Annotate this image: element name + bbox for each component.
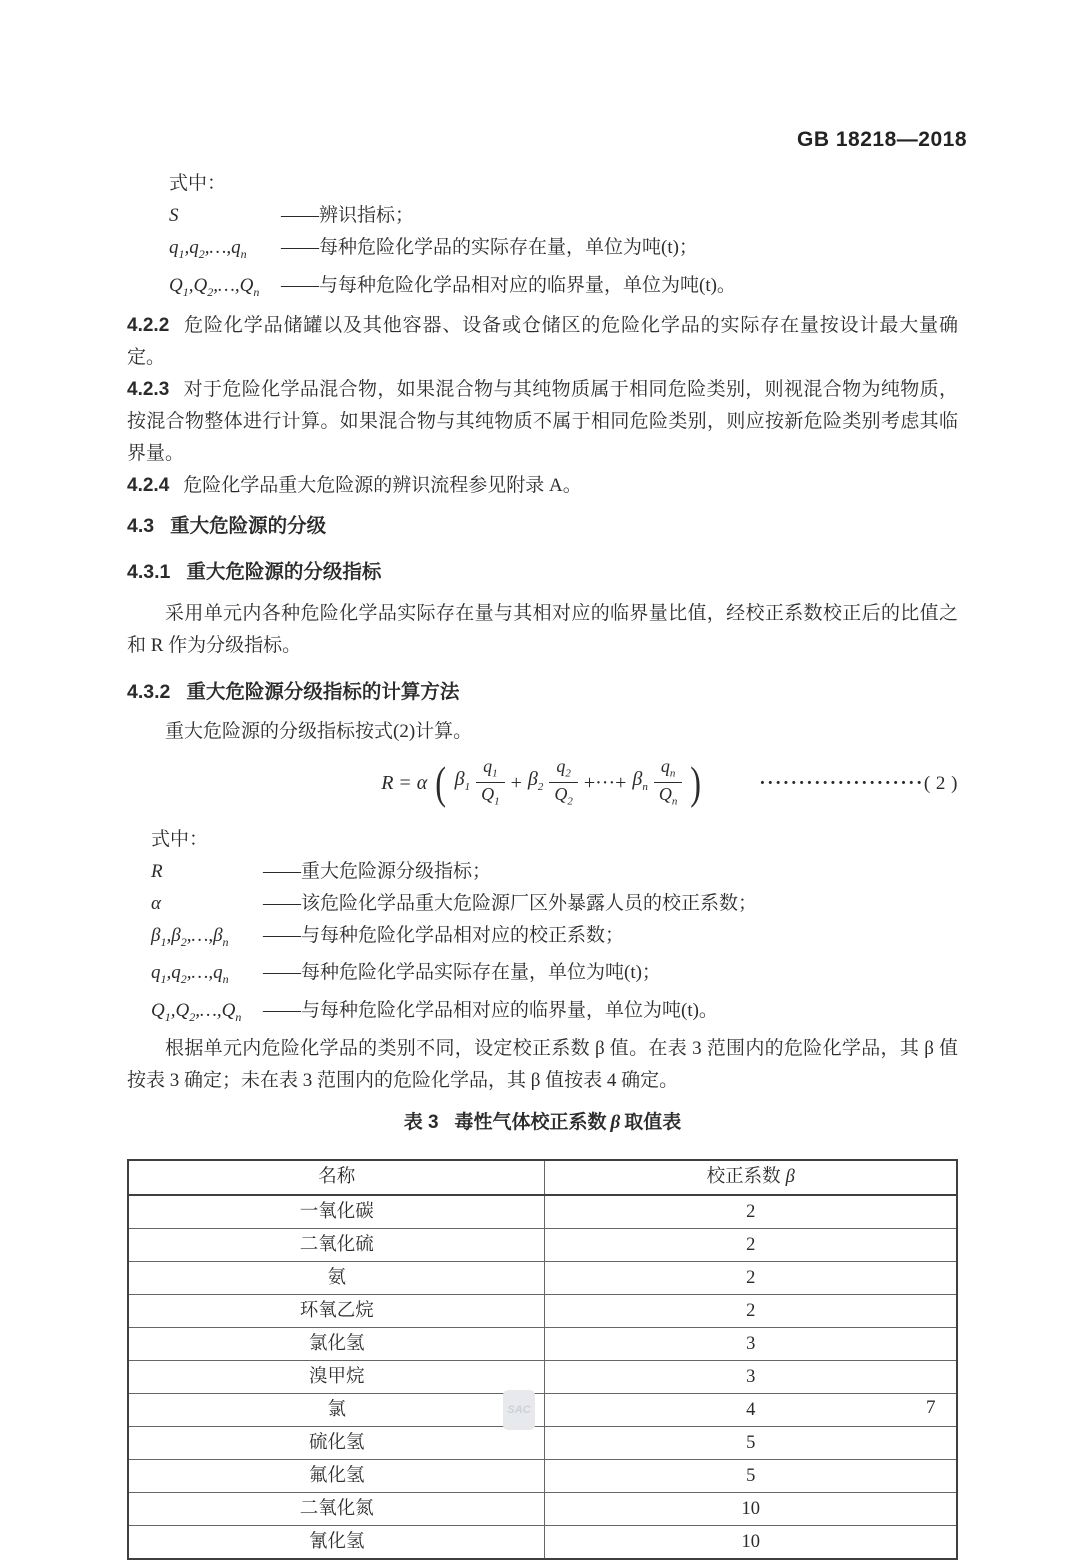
- legend-intro: 式中：: [151, 828, 209, 850]
- coef-header-text: 校正系数: [706, 1167, 781, 1188]
- legend-term: R: [151, 860, 163, 882]
- formula1-legend: [127, 168, 958, 308]
- coef-value: 2: [545, 1294, 957, 1327]
- column-header-name: 名称: [128, 1160, 545, 1195]
- table-row: [128, 1195, 957, 1229]
- legend-row: [169, 270, 958, 308]
- legend-desc: ——与每种危险化学品相对应的校正系数；: [263, 924, 625, 946]
- fraction-2: [549, 756, 578, 809]
- coef-value: 2: [545, 1261, 957, 1294]
- clause-text: 危险化学品储罐以及其他容器、设备或仓储区的危险化学品的实际存在量按设计最大量确定。: [127, 314, 958, 368]
- heading-number: 4.3: [127, 514, 155, 537]
- correction-coefficient-table: [127, 1159, 958, 1560]
- beta-symbol: β: [610, 1111, 621, 1133]
- column-header-coef: [545, 1160, 957, 1195]
- coef-value: 3: [545, 1360, 957, 1393]
- coef-value: 3: [545, 1327, 957, 1360]
- legend-desc: ——每种危险化学品的实际存在量，单位为吨(t)；: [281, 237, 698, 258]
- legend-row: [169, 232, 958, 270]
- beta-2: $\beta_2$: [527, 767, 544, 793]
- chemical-name: 氯: [128, 1393, 545, 1426]
- table-row: [128, 1426, 957, 1459]
- heading-title: 重大危险源的分级指标: [186, 560, 382, 583]
- coef-value: 2: [545, 1195, 957, 1229]
- clause-number: 4.2.4: [127, 474, 170, 496]
- legend-desc: ——重大危险源分级指标；: [263, 860, 492, 882]
- beta-symbol: β: [785, 1167, 795, 1188]
- legend-term: $Q_1,Q_2,\dots,Q_n$: [169, 274, 260, 299]
- heading-title: 重大危险源的分级: [170, 514, 327, 537]
- alpha-symbol: α: [416, 771, 428, 794]
- legend-term: $q_1,q_2,\dots,q_n$: [151, 962, 229, 987]
- chemical-name: 二氧化硫: [128, 1228, 545, 1261]
- legend-term: S: [169, 205, 179, 226]
- clause-text: 对于危险化学品混合物，如果混合物与其纯物质属于相同危险类别，则视混合物为纯物质，按混合物整体进行计算。如果混合物与其纯物质不属于相同危险类别，则应按新危险类别考虑其临界量。: [127, 378, 958, 464]
- formula2-legend: [127, 824, 958, 1033]
- table-row: [128, 1294, 957, 1327]
- chemical-name: 氟化氢: [128, 1459, 545, 1492]
- legend-row: [151, 957, 958, 995]
- legend-term: $q_1,q_2,\dots,q_n$: [169, 237, 247, 261]
- coef-value: 4: [545, 1393, 957, 1426]
- legend-row: [169, 200, 958, 232]
- table3-title: [127, 1107, 958, 1139]
- legend-desc: ——辨识指标；: [281, 205, 415, 226]
- fraction-denominator: $Q_n$: [654, 782, 683, 809]
- table-row: [128, 1327, 957, 1360]
- page-content: [127, 0, 958, 1560]
- legend-term: α: [151, 892, 161, 914]
- heading-title: 重大危险源分级指标的计算方法: [186, 680, 460, 703]
- table-header-row: [128, 1160, 957, 1195]
- fraction-numerator: $q_2$: [556, 756, 571, 780]
- heading-4-3-1: [127, 556, 958, 588]
- fraction-denominator: $Q_2$: [549, 782, 578, 809]
- chemical-name: 氯化氢: [128, 1327, 545, 1360]
- standard-number: GB 18218—2018: [797, 128, 967, 151]
- paragraph-4-3-1: 采用单元内各种危险化学品实际存在量与其相对应的临界量比值，经校正系数校正后的比值之和 R 作为分级指标。: [127, 602, 958, 656]
- paragraph-4-3-2: 重大危险源的分级指标按式(2)计算。: [165, 720, 473, 742]
- heading-number: 4.3.1: [127, 560, 171, 583]
- heading-4-3: [127, 510, 958, 542]
- coef-value: 2: [545, 1228, 957, 1261]
- legend-desc: ——与每种危险化学品相对应的临界量，单位为吨(t)。: [281, 274, 736, 296]
- fraction-n: [654, 756, 683, 809]
- middle-dots: +···+: [583, 771, 627, 794]
- chemical-name: 一氧化碳: [128, 1195, 545, 1229]
- fraction-numerator: $q_n$: [660, 756, 676, 780]
- legend-intro: 式中：: [169, 173, 227, 194]
- equals-sign: =: [399, 771, 411, 794]
- legend-row: [151, 856, 958, 888]
- heading-4-3-2: [127, 676, 958, 708]
- equation-number: [759, 768, 958, 800]
- leader-dots: ·····················: [759, 772, 924, 794]
- sac-watermark: SAC: [503, 1390, 535, 1430]
- table3-title-text: 毒性气体校正系数: [454, 1111, 607, 1133]
- legend-term: $\beta_1,\beta_2,\dots,\beta_n$: [151, 924, 229, 949]
- paragraph-beta-rule: 根据单元内危险化学品的类别不同，设定校正系数 β 值。在表 3 范围内的危险化学品，其 β 值按表 3 确定；未在表 3 范围内的危险化学品，其 β 值按表 4 确定。: [127, 1037, 958, 1091]
- plus-sign: +: [510, 771, 522, 794]
- close-paren: ): [690, 756, 702, 808]
- table-row: [128, 1228, 957, 1261]
- chemical-name: 环氧乙烷: [128, 1294, 545, 1327]
- clause-number: 4.2.2: [127, 314, 170, 336]
- coef-value: 5: [545, 1459, 957, 1492]
- legend-row: [151, 888, 958, 920]
- formula-2: [127, 752, 958, 814]
- chemical-name: 硫化氢: [128, 1426, 545, 1459]
- fraction-numerator: $q_1$: [483, 756, 498, 780]
- clause-text: 危险化学品重大危险源的辨识流程参见附录 A。: [183, 474, 582, 496]
- clauses-4-2: [127, 310, 958, 502]
- table-row: [128, 1525, 957, 1559]
- formula-expression: [378, 756, 706, 809]
- table-row: [128, 1492, 957, 1525]
- coef-value: 5: [545, 1426, 957, 1459]
- table-row: [128, 1459, 957, 1492]
- fraction-denominator: $Q_1$: [476, 782, 505, 809]
- clause-number: 4.2.3: [127, 378, 170, 400]
- legend-desc: ——每种危险化学品实际存在量，单位为吨(t)；: [263, 962, 661, 984]
- fraction-1: [476, 756, 505, 809]
- chemical-name: 氨: [128, 1261, 545, 1294]
- table3-title-suffix: 取值表: [624, 1111, 682, 1133]
- heading-number: 4.3.2: [127, 680, 171, 703]
- legend-desc: ——该危险化学品重大危险源厂区外暴露人员的校正系数；: [263, 892, 758, 914]
- legend-desc: ——与每种危险化学品相对应的临界量，单位为吨(t)。: [263, 1000, 718, 1022]
- legend-row: [151, 995, 958, 1033]
- table3-title-prefix: 表 3: [403, 1111, 439, 1133]
- clause-4-2-3: [127, 374, 958, 470]
- chemical-name: 二氧化氮: [128, 1492, 545, 1525]
- clause-4-2-2: [127, 310, 958, 374]
- beta-1: $\beta_1$: [454, 767, 471, 793]
- table-row: [128, 1261, 957, 1294]
- formula-lhs: R: [381, 771, 394, 794]
- equation-label: ( 2 ): [923, 772, 958, 794]
- clause-4-2-4: [127, 470, 958, 502]
- coef-value: 10: [545, 1525, 957, 1559]
- chemical-name: 氰化氢: [128, 1525, 545, 1559]
- coef-value: 10: [545, 1492, 957, 1525]
- chemical-name: 溴甲烷: [128, 1360, 545, 1393]
- page-number: 7: [926, 1397, 936, 1418]
- table-row: [128, 1393, 957, 1426]
- legend-term: $Q_1,Q_2,\dots,Q_n$: [151, 1000, 242, 1024]
- beta-n: $\beta_n$: [632, 767, 648, 793]
- table-row: [128, 1360, 957, 1393]
- legend-row: [151, 920, 958, 958]
- open-paren: (: [435, 756, 447, 808]
